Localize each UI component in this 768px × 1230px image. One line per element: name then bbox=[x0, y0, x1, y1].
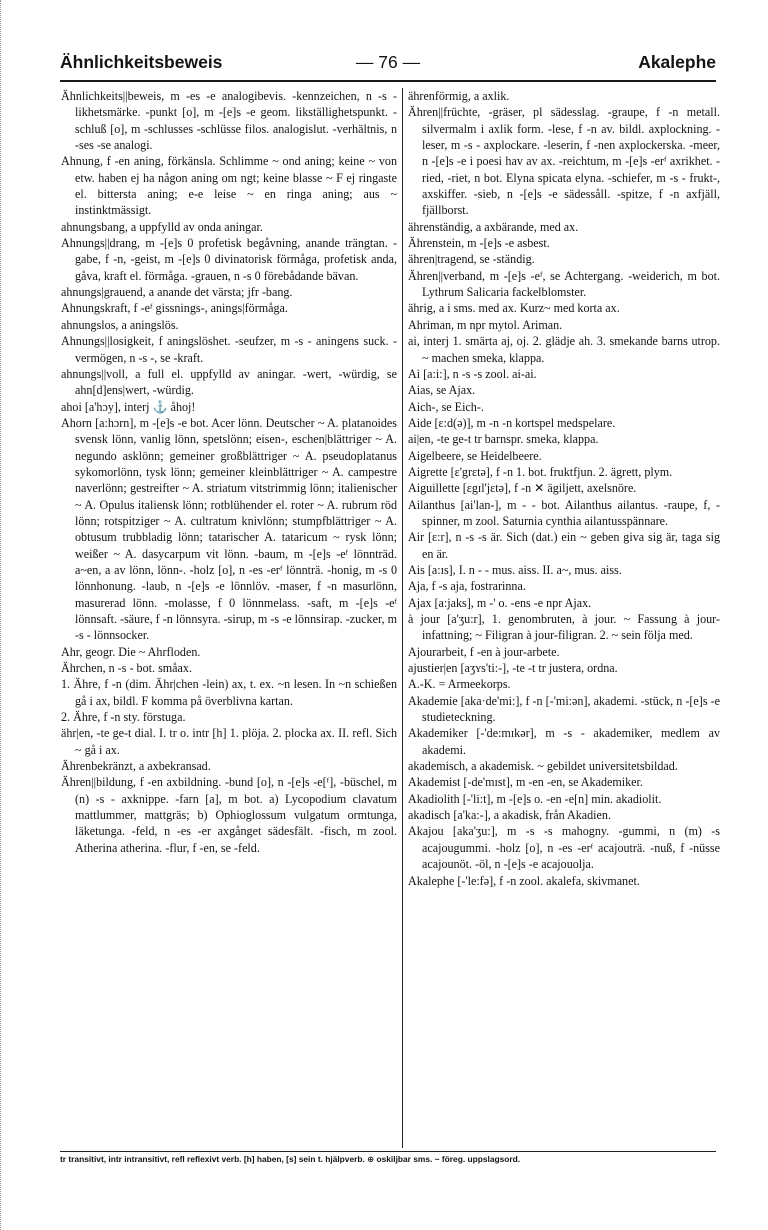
dictionary-entry: Ais [a:ɪs], I. n - - mus. aiss. II. a~, mus. aiss. bbox=[408, 562, 622, 577]
dictionary-entry: Ähnlichkeits||beweis, m -es -e analogibevis. -kennzeichen, n -s - likhetsmärke. -punkt [o], m -[e]s -e geom. likställighetspunkt. -schluß [o], m -schlusses -schlüsse filos. analogislut. -verhältnis, n -ses -se analogi. bbox=[61, 89, 397, 153]
dictionary-entry: Akademiker [-'de:mɪkər], m -s - akademiker, medlem av akademi. bbox=[408, 726, 720, 757]
dictionary-entry: ährenförmig, a axlik. bbox=[408, 89, 510, 103]
dictionary-entry: Ährchen, n -s - bot. småax. bbox=[61, 661, 192, 676]
dictionary-entry: 2. Ähre, f -n sty. förstuga. bbox=[61, 710, 186, 725]
dictionary-entry: Akalephe [-'le:fə], f -n zool. akalefa, skivmanet. bbox=[408, 873, 640, 888]
dictionary-entry: akadisch [a'ka:-], a akadisk, från Akadien. bbox=[408, 808, 611, 823]
dictionary-entry: Ähren||früchte, -gräser, pl sädesslag. -graupe, f -n metall. silvermalm i axlik form. -lese, f -n av. bildl. axplockning. -leser, m -s - axplockare. -leserin, f -nen axplockerska. -meer, n -[e]s -e i poesi hav av ax. -reichtum, m -[e]s -erᶠ axrikhet. -ried, -riet, n bot. Elyna spicata elyna. -schiefer, m -s - frukt-, axskiffer. -sieb, n -[e]s -e sädessåll. -spitze, f -n axfjäll, fjällborst. bbox=[408, 105, 720, 218]
dictionary-entry: Ahnungs||losigkeit, f aningslöshet. -seufzer, m -s - aningens suck. -vermögen, n -s -, se -kraft. bbox=[61, 334, 397, 365]
right-column bbox=[408, 88, 720, 1148]
dictionary-entry: Ai [a:i:], n -s -s zool. ai-ai. bbox=[408, 366, 537, 381]
dictionary-entry: Aigelbeere, se Heidelbeere. bbox=[408, 448, 542, 463]
dictionary-entry: Ahnungskraft, f -eᶠ gissnings-, anings|förmåga. bbox=[61, 301, 288, 316]
dictionary-entry: Ährenbekränzt, a axbekransad. bbox=[61, 759, 211, 774]
dictionary-entry: Ahriman, m npr mytol. Ariman. bbox=[408, 317, 563, 332]
dictionary-entry: Aias, se Ajax. bbox=[408, 383, 476, 398]
dictionary-entry: Ailanthus [ai'lan-], m - - bot. Ailanthus ailantus. -raupe, f, -spinner, m zool. Saturnia cynthia ailantusspännare. bbox=[408, 497, 720, 528]
footer-rule bbox=[60, 1151, 716, 1152]
dictionary-entry: ahnungs|grauend, a anande det värsta; jfr -bang. bbox=[61, 285, 293, 300]
dictionary-entry: ährig, a i sms. med ax. Kurz~ med korta ax. bbox=[408, 301, 620, 316]
dictionary-entry: Aiguillette [ɛgɪl'jɛtə], f -n ✕ ägiljett, axelsnöre. bbox=[408, 481, 637, 496]
dictionary-entry: ai, interj 1. smärta aj, oj. 2. glädje ah. 3. smekande barns utrop. ~ machen smeka, klappa. bbox=[408, 334, 720, 365]
page-header bbox=[60, 52, 716, 78]
dictionary-entry: Ahnung, f -en aning, förkänsla. Schlimme ~ ond aning; keine ~ von etw. haben ej ha någon aning om ngt; keine blasse ~ F ej ringaste el. bittersta aning; e-e leise ~ en ringa aning; aus ~ instinktmässigt. bbox=[61, 154, 397, 218]
dictionary-entry: Aja, f -s aja, fostrarinna. bbox=[408, 579, 526, 594]
dictionary-entry: ahnungsbang, a uppfylld av onda aningar. bbox=[61, 219, 263, 234]
dictionary-entry: Air [ɛ:r], n -s -s är. Sich (dat.) ein ~ geben giva sig är, taga sig en är. bbox=[408, 530, 720, 561]
dictionary-entry: ährenständig, a axbärande, med ax. bbox=[408, 219, 579, 234]
dictionary-entry: Ahorn [a:hɔrn], m -[e]s -e bot. Acer lönn. Deutscher ~ A. platanoides svensk lönn, vanlig lönn, spetslönn; eisen-, eschen|blättriger ~ A. negundo asklönn; gemeiner großblättriger ~ A. pseudoplatanus sykomorlönn, tysk lönn; gemeiner kleinblättriger ~ A. campestre naverlönn; gestreifter ~ A. striatum vitstrimmig lönn; italienischer ~ A. Opulus italiensk lönn; rotblühender el. roter ~ A. rubrum röd lönn; rotspitziger ~ A. cultratum knivlönn; stumpfblättriger ~ A. obtusum trubbladig lönn; tatarischer A. tataricum ~ rysk lönn; weißer ~ A. dasycarpum vit lönn. -baum, m -[e]s -eᶠ lönnträd. a~en, a av lönn, lönn-. -holz [o], n -es -erᶠ lönnträ. -honig, m -s 0 lönnhonung. -laub, n -[e]s -e lönnlöv. -maser, f -n masurlönn, masurerad lönn. -molasse, f 0 lönnmelass. -saft, m -[e]s -eᶠ lönnsaft. -säure, f -n lönnsyra. -sirup, m -s -e lönnsirap. -zucker, m -s - lönnsocker. bbox=[61, 415, 397, 643]
dictionary-entry: Akajou [aka'ʒu:], m -s -s mahogny. -gummi, n (m) -s acajougummi. -holz [o], n -es -erᶠ acajouträ. -nuß, f -nüsse acajounöt. -öl, n -[e]s -e acajouolja. bbox=[408, 824, 720, 872]
dictionary-entry: Aide [ɛ:d(ə)], m -n -n kortspel medspelare. bbox=[408, 415, 616, 430]
dictionary-entry: ahnungslos, a aningslös. bbox=[61, 317, 179, 332]
dictionary-entry: Ajourarbeit, f -en à jour-arbete. bbox=[408, 644, 560, 659]
dictionary-entry: ähren|tragend, se -ständig. bbox=[408, 252, 535, 267]
dictionary-entry: A.-K. = Armeekorps. bbox=[408, 677, 511, 692]
header-rule bbox=[60, 80, 716, 82]
dictionary-entry: akademisch, a akademisk. ~ gebildet universitetsbildad. bbox=[408, 759, 678, 774]
dictionary-entry: 1. Ähre, f -n (dim. Ähr|chen -lein) ax, t. ex. ~n lesen. In ~n schießen gå i ax, bildl. F komma på överblivna kartan. bbox=[61, 677, 397, 708]
dictionary-entry: Ahnungs||drang, m -[e]s 0 profetisk begåvning, anande trängtan. -gabe, f -n, -geist, m -[e]s 0 divinatorisk förmåga, profetisk anda, gåva, kraft el. förmåga. -grauen, n -s 0 förebådande bävan. bbox=[61, 236, 397, 283]
dictionary-entry: à jour [a'ʒu:r], 1. genombruten, à jour. ~ Fassung à jour-infattning; ~ Filigran à jour-filigran. 2. ~ sein följa med. bbox=[408, 612, 720, 643]
dictionary-entry: Ähren||bildung, f -en axbildning. -bund [o], n -[e]s -e[ᶠ], -büschel, m (n) -s - axknippe. -farn [a], m bot. a) Lycopodium clavatum mattlummer, mattgräs; b) Ophioglossum vulgatum ormtunga, läketunga. -feld, n -es -er axgånget sädesfält. -fisch, m zool. Atherina atherina. -flur, f -en, se -feld. bbox=[61, 775, 397, 855]
left-column bbox=[61, 88, 397, 1148]
page-number: — 76 — bbox=[355, 52, 421, 72]
binding-edge bbox=[0, 0, 4, 1230]
dictionary-entry: ahoi [a'hɔy], interj ⚓ åhoj! bbox=[61, 399, 196, 414]
dictionary-entry: Akadiolith [-'li:t], m -[e]s o. -en -e[n] min. akadiolit. bbox=[408, 791, 662, 806]
dictionary-entry: Ährenstein, m -[e]s -e asbest. bbox=[408, 236, 550, 251]
left-guide-word: Ähnlichkeitsbeweis bbox=[60, 52, 223, 72]
right-guide-word: Akalephe bbox=[638, 52, 716, 72]
dictionary-entry: Aich-, se Eich-. bbox=[408, 399, 484, 414]
dictionary-entry: ai|en, -te ge-t tr barnspr. smeka, klappa. bbox=[408, 432, 599, 447]
dictionary-entry: Ajax [a:jaks], m -' o. -ens -e npr Ajax. bbox=[408, 595, 592, 610]
dictionary-entry: Ähren||verband, m -[e]s -eᶠ, se Achtergang. -weiderich, m bot. Lythrum Salicaria fackelblomster. bbox=[408, 268, 720, 300]
dictionary-entry: ahnungs||voll, a full el. uppfylld av aningar. -wert, -würdig, se ahn[d]ens|wert, -würdig. bbox=[61, 366, 397, 398]
dictionary-entry: Ahr, geogr. Die ~ Ahrfloden. bbox=[61, 644, 201, 659]
dictionary-entry: ähr|en, -te ge-t dial. I. tr o. intr [h] 1. plöja. 2. plocka ax. II. refl. Sich ~ gå i ax. bbox=[61, 726, 397, 757]
abbreviation-key: tr transitivt, intr intransitivt, refl reflexivt verb. [h] haben, [s] sein t. hjälpverb. ⊕ oskiljbar sms. ~ föreg. uppslagsord. bbox=[60, 1154, 521, 1164]
dictionary-entry: Akademist [-de'mɪst], m -en -en, se Akademiker. bbox=[408, 775, 643, 790]
dictionary-entry: Akademie [aka·de'mi:], f -n [-'mi:ən], akademi. -stück, n -[e]s -e studieteckning. bbox=[408, 693, 720, 725]
column-separator bbox=[402, 88, 403, 1148]
dictionary-entry: Aigrette [ɛ'grɛtə], f -n 1. bot. fruktfjun. 2. ägrett, plym. bbox=[408, 464, 673, 479]
dictionary-entry: ajustier|en [aʒʏs'ti:-], -te -t tr justera, ordna. bbox=[408, 661, 618, 676]
